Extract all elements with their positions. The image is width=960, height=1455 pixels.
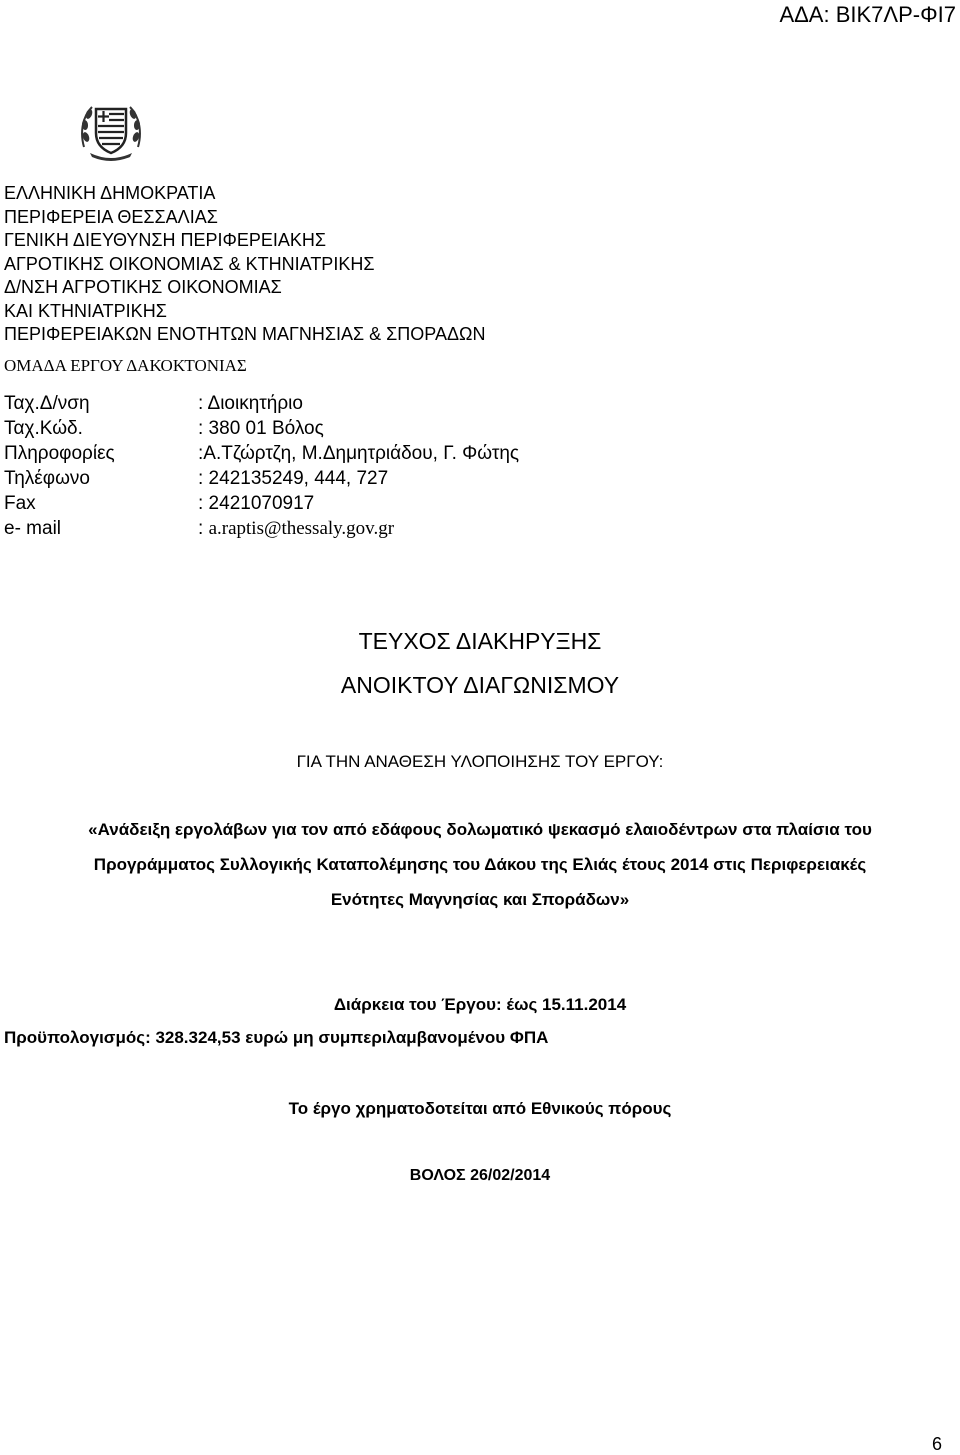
contact-label-fax: Fax <box>4 493 36 514</box>
header-line-1: ΕΛΛΗΝΙΚΗ ΔΗΜΟΚΡΑΤΙΑ <box>4 183 216 203</box>
project-description-line-1: «Ανάδειξη εργολάβων για τον από εδάφους δολωματικό ψεκασμό ελαιοδέντρων στα πλαίσια του <box>88 820 872 839</box>
project-budget: Προϋπολογισμός: 328.324,53 ευρώ μη συμπεριλαμβανομένου ΦΠΑ <box>4 1028 549 1047</box>
header-line-4: ΑΓΡΟΤΙΚΗΣ ΟΙΚΟΝΟΜΙΑΣ & ΚΤΗΝΙΑΤΡΙΚΗΣ <box>4 253 375 274</box>
contact-value-postcode: : 380 01 Βόλος <box>198 418 324 439</box>
header-line-3: ΓΕΝΙΚΗ ΔΙΕΥΘΥΝΣΗ ΠΕΡΙΦΕΡΕΙΑΚΗΣ <box>4 230 327 250</box>
contact-value-info: :Α.Τζώρτζη, Μ.Δημητριάδου, Γ. Φώτης <box>198 443 520 464</box>
email-link[interactable]: a.raptis@thessaly.gov.gr <box>208 518 395 539</box>
contact-value-fax: : 2421070917 <box>198 493 315 514</box>
project-heading: ΓΙΑ ΤΗΝ ΑΝΑΘΕΣΗ ΥΛΟΠΟΙΗΣΗΣ ΤΟΥ ΕΡΓΟΥ: <box>296 752 664 771</box>
contact-value-email <box>198 518 394 540</box>
project-duration: Διάρκεια του Έργου: έως 15.11.2014 <box>333 995 627 1014</box>
page-number: 6 <box>931 1434 942 1454</box>
project-description-line-3: Ενότητες Μαγνησίας και Σποράδων» <box>330 890 630 909</box>
place-date: ΒΟΛΟΣ 26/02/2014 <box>409 1167 551 1184</box>
contact-label-postcode: Ταχ.Κώδ. <box>4 418 83 439</box>
ada-code: ΑΔΑ: ΒΙΚ7ΛΡ-ΦΙ7 <box>779 2 956 27</box>
contact-label-email: e- mail <box>4 518 62 539</box>
contact-label-phone: Τηλέφωνο <box>4 468 90 489</box>
header-line-6: ΚΑΙ ΚΤΗΝΙΑΤΡΙΚΗΣ <box>4 300 167 321</box>
project-description-line-2: Προγράμματος Συλλογικής Καταπολέμησης του Δάκου της Ελιάς έτους 2014 στις Περιφερειακές <box>93 855 867 874</box>
team-name: ΟΜΑΔΑ ΕΡΓΟΥ ΔΑΚΟΚΤΟΝΙΑΣ <box>4 356 247 375</box>
contact-label-address: Ταχ.Δ/νση <box>4 393 90 414</box>
document-title: ΤΕΥΧΟΣ ΔΙΑΚΗΡΥΞΗΣ <box>358 628 602 654</box>
greek-coat-of-arms-icon <box>78 97 144 163</box>
email-prefix: : <box>198 518 209 539</box>
funding-note: Το έργο χρηματοδοτείται από Εθνικούς πόρους <box>288 1099 672 1118</box>
contact-value-address: : Διοικητήριο <box>198 393 303 414</box>
document-subtitle: ΑΝΟΙΚΤΟΥ ΔΙΑΓΩΝΙΣΜΟΥ <box>340 672 620 698</box>
header-line-5: Δ/ΝΣΗ ΑΓΡΟΤΙΚΗΣ ΟΙΚΟΝΟΜΙΑΣ <box>4 277 282 297</box>
contact-value-phone: : 242135249, 444, 727 <box>198 468 389 489</box>
header-line-2: ΠΕΡΙΦΕΡΕΙΑ ΘΕΣΣΑΛΙΑΣ <box>4 206 218 227</box>
header-line-7: ΠΕΡΙΦΕΡΕΙΑΚΩΝ ΕΝΟΤΗΤΩΝ ΜΑΓΝΗΣΙΑΣ & ΣΠΟΡΑΔΩΝ <box>4 324 486 344</box>
contact-label-info: Πληροφορίες <box>4 443 115 464</box>
